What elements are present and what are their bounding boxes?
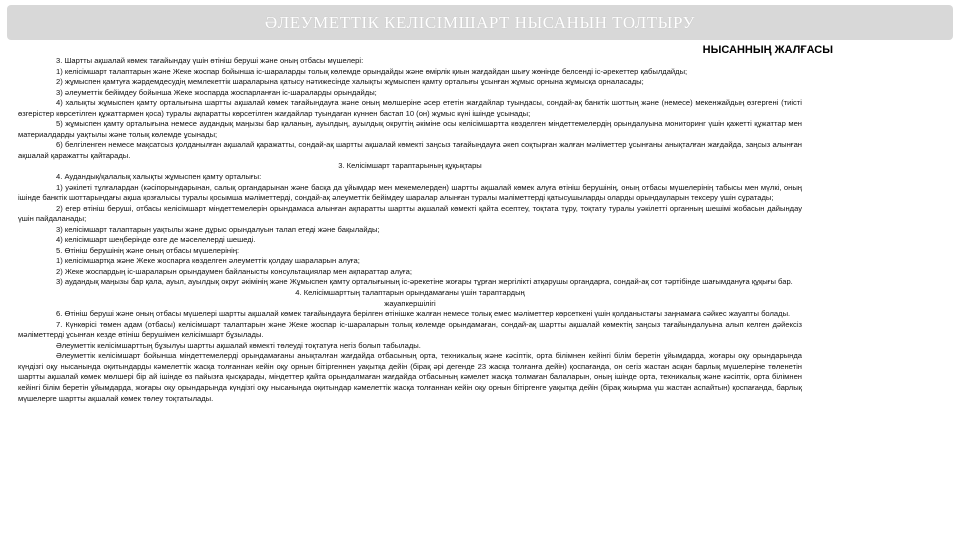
paragraph: Әлеуметтік келісімшарттың бұзылуы шартты ақшалай көмекті төлеуді тоқтатуға негіз болып табылады. <box>56 340 421 350</box>
section-heading: жауапкершілігі <box>384 298 436 308</box>
paragraph: 3) келісімшарт талаптарын уақтылы және дұрыс орындалуын талап етеді және бақылайды; <box>56 224 380 234</box>
paragraph: 1) келісімшартқа және Жеке жоспарға көзделген әлеуметтік қолдау шараларын алуға; <box>56 256 360 266</box>
paragraph: 5) жұмыспен қамту орталығына немесе аудандық маңызы бар қаланың, ауылдың, ауылдық округтің әкіміне осы келісімшартта көзделген міндеттемелердің орындалуына мониторинг үшін қажетті құжаттар мен материалдарды уақтылы және толық көлемде ұсынады; <box>18 119 802 139</box>
paragraph: 6. Өтініш беруші және оның отбасы мүшелері шартты ақшалай көмек тағайындауға берілген өтінішке жалған немесе толық емес мәліметтер көрсеткені үшін қолданыстағы заңнамаға сәйкес жауапты болады. <box>56 309 791 319</box>
paragraph: 3. Шартты ақшалай көмек тағайындау үшін өтініш беруші және оның отбасы мүшелері: <box>56 56 364 65</box>
paragraph: 3) әлеуметтік бейімдеу бойынша Жеке жоспарда жоспарланған іс-шараларды орындайды; <box>56 87 377 97</box>
header-banner <box>7 5 953 40</box>
paragraph: 4) келісімшарт шеңберінде өзге де мәселелерді шешеді. <box>56 235 256 245</box>
paragraph: 6) белгіленген немесе мақсатсыз қолданылған ақшалай қаражатты, сондай-ақ шартты ақшалай көмекті заңсыз тағайындауға әкеп соқтырған жалған мәліметтер ұсынғаны анықталған жағдайда, заңсыз алынған ақшалай қаражатты қайтарады. <box>18 140 802 160</box>
paragraph: 2) жұмыспен қамтуға жәрдемдесудің мемлекеттік шараларына қатысу нәтижесінде халықты жұмыспен қамту орталығы ұсынған жұмыс орнына жұмысқа орналасады; <box>56 77 644 87</box>
page-subtitle: НЫСАННЫҢ ЖАЛҒАСЫ <box>702 44 833 56</box>
section-heading: 4. Келісімшарттың талаптарын орындамағаны үшін тараптардың <box>295 288 525 298</box>
document-body <box>18 56 802 540</box>
paragraph: 4. Аудандық/қалалық халықты жұмыспен қамту орталығы: <box>56 172 262 182</box>
paragraph: 5. Өтініш берушінің және оның отбасы мүшелерінің: <box>56 245 240 255</box>
paragraph: Әлеуметтік келісімшарт бойынша міндеттемелерді орындамағаны анықталған жағдайда отбасының орта, техникалық және кәсіптік, орта білімнен кейінгі білім беретін ұйымдарда, жоғары оқу орындарында күндізгі оқу нысанында оқитындарды кәмелеттік жасқа толғаннан кейін оқу орнын бітіргеннен уақытқа дейін (бірақ әрі дегенде 23 жасқа толғанға дейін) қоспағанда, он сегіз жастан асқан барлық мүшелеріне төленетін шартты ақшалай көмек мөлшері бір ай ішінде өз пайызға қысқарады, міндеттер қайта орындалмаған жағдайда отбасының кәмелет жасқа толмаған балаларын, оның ішінде орта, техникалық және кәсіптік, орта білімнен кейінгі білім беретін ұйымдарда, жоғары оқу орындарында күндізгі оқу нысанында оқитындар кәмелеттік жасқа толғаннан кейін оқу орнын бітіргенге уақытқа дейін (бірақ жиырма үш жастан аспайтын) қоспағанда, барлық мүшелерге шартты ақшалай көмек төлеу тоқтатылады. <box>18 351 802 403</box>
section-heading: 3. Келісімшарт тараптарының құқықтары <box>338 161 482 171</box>
paragraph: 2) Жеке жоспардың іс-шараларын орындаумен байланысты консультациялар мен ақпараттар алуға; <box>56 266 412 276</box>
paragraph: 4) халықты жұмыспен қамту орталығына шартты ақшалай көмек тағайындауға және оның мөлшеріне әсер ететін жағдайлар туындасы, сондай-ақ банктік шоттың және (немесе) мекенжайдың өзгергені (тиісті өзгерістер көрсетілген құжаттармен қоса) туралы ақпаратты көрсетілген жағдайлар туындаған күннен бастап 10 (он) жұмыс күні ішінде ұсынады; <box>18 98 802 118</box>
paragraph: 1) уәкілеті тұлғалардан (кәсіпорындарынан, салық органдарынан және басқа да ұйымдар мен мекемелерден) шартты ақшалай көмек алуға өтініш берушінің, оның отбасы мүшелерінің табысы мен мүлкі, оның ішінде банктік шоттарындағы ақша қозғалысы туралы қосымша мәліметтерді, сондай-ақ әлеуметтік бейімдеу шаралар алынған туралы мәліметтерді қатысушыларды оларды орындауларын тексеру үшін сұратады; <box>18 182 802 203</box>
paragraph: 1) келісімшарт талаптарын және Жеке жоспар бойынша іс-шараларды толық көлемде орындайды және өмірлік қиын жағдайдан шығу жөнінде белсенді іс-әрекеттер қабылдайды; <box>56 66 688 76</box>
paragraph: 3) аудандық маңызы бар қала, ауыл, ауылдық округ әкімінің және Жұмыспен қамту орталығының іс-әрекетіне жоғары тұрған жергілікті атқарушы органдарға, сондай-ақ сот тәртібінде шағымдануға құқығы бар. <box>56 277 793 287</box>
paragraph: 7. Күнкөрісі төмен адам (отбасы) келісімшарт талаптарын және Жеке жоспар іс-шараларын толық көлемде орындамаған, сондай-ақ шартты ақшалай көмектің заңсыз тағайындалуына алып келген дәйексіз мәліметтерді ұсынған кезде өтініш берушімен келісімшарт бұзылады. <box>18 319 802 340</box>
page-title: ӘЛЕУМЕТТІК КЕЛІСІМШАРТ НЫСАНЫН ТОЛТЫРУ <box>264 12 696 32</box>
paragraph: 2) егер өтініш беруші, отбасы келісімшарт міндеттемелерін орындамаса алынған ақпаратты шартты ақшалай көмекті қайта есептеу, тоқтата тұру, тоқтату туралы уәкілетті органның шешімі жобасын дайындау үшін пайдаланады; <box>18 203 802 224</box>
